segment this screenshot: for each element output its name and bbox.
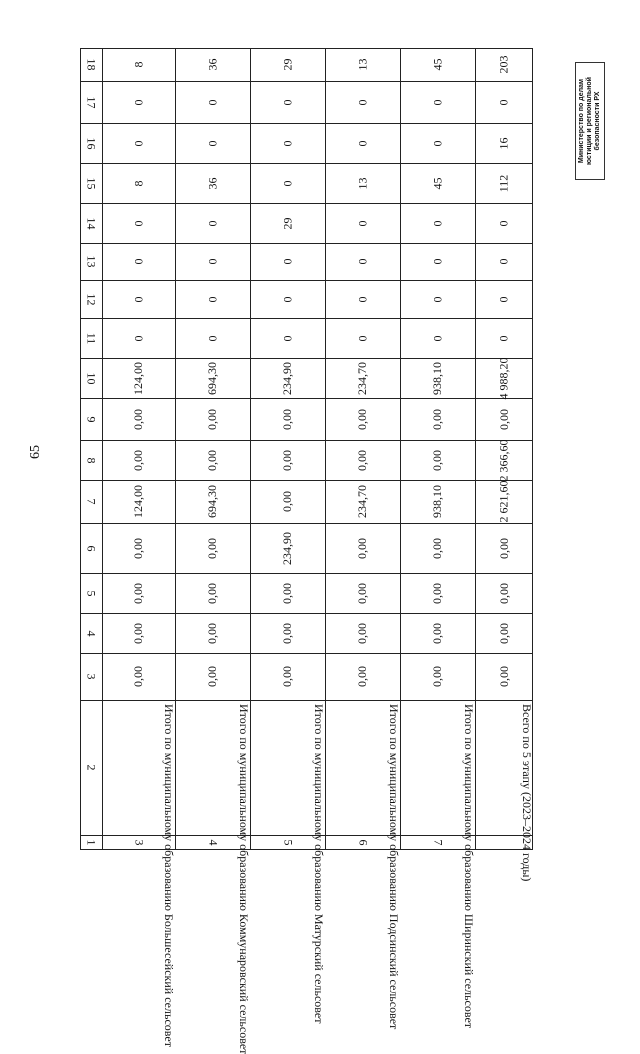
value-cell — [250, 163, 325, 203]
value-cell — [325, 81, 400, 123]
value-cell — [102, 123, 175, 163]
column-number: 14 — [84, 217, 99, 229]
value-cell — [102, 203, 175, 243]
cell-value: 0,00 — [430, 408, 444, 430]
value-cell — [400, 280, 475, 318]
value-cell — [250, 398, 325, 440]
value-cell — [400, 163, 475, 203]
column-number-cell — [80, 440, 102, 480]
column-number-cell — [80, 835, 102, 850]
value-cell — [102, 523, 175, 573]
cell-value: 0 — [131, 258, 145, 265]
value-cell — [475, 318, 533, 358]
cell-value: 0 — [280, 258, 294, 265]
value-cell — [325, 318, 400, 358]
value-cell — [400, 123, 475, 163]
cell-value: 0,00 — [131, 582, 145, 604]
row-description-cell — [102, 700, 176, 1047]
cell-value: 0,00 — [131, 537, 145, 559]
cell-value: 0 — [496, 220, 511, 226]
value-cell — [325, 613, 400, 653]
cell-value: 234,70 — [355, 361, 369, 395]
cell-value: 0 — [131, 335, 145, 341]
cell-value: 694,30 — [205, 361, 219, 395]
cell-value: 0 — [496, 296, 511, 302]
column-number: 3 — [84, 673, 99, 680]
row-description-cell — [175, 700, 251, 1054]
value-cell — [250, 358, 325, 398]
cell-value: 0,00 — [131, 666, 145, 687]
cell-value: 0 — [496, 99, 511, 105]
value-cell — [102, 243, 175, 280]
column-number-cell — [80, 613, 102, 653]
value-cell — [250, 573, 325, 613]
row-description-cell — [325, 700, 401, 1030]
value-cell — [250, 203, 325, 243]
value-cell — [400, 243, 475, 280]
cell-value: 0 — [355, 258, 369, 265]
column-number: 18 — [84, 58, 99, 71]
value-cell — [175, 243, 250, 280]
value-cell — [102, 358, 175, 398]
cell-value: 124,00 — [131, 485, 145, 518]
cell-value: 234,90 — [280, 531, 294, 565]
page-number: 65 — [28, 445, 43, 459]
cell-value: 0,00 — [355, 408, 369, 430]
cell-value: 45 — [430, 177, 444, 189]
row-description: Итого по муниципальному образованию Большесейский сельсовет — [162, 704, 176, 1047]
cell-value: 0 — [205, 335, 219, 341]
cell-value: 0 — [131, 99, 145, 105]
cell-value: 4 988,20 — [496, 357, 511, 399]
column-number: 10 — [84, 372, 99, 384]
value-cell — [400, 523, 475, 573]
column-number-cell — [80, 81, 102, 123]
cell-value: 0 — [131, 140, 145, 146]
cell-value: 0,00 — [205, 622, 219, 644]
cell-value: 0 — [430, 335, 444, 341]
value-cell — [102, 280, 175, 318]
cell-value: 0,00 — [280, 408, 294, 430]
cell-value: 0 — [430, 140, 444, 146]
row-number: 7 — [431, 839, 445, 846]
column-number: 13 — [84, 255, 99, 268]
value-cell — [475, 203, 533, 243]
value-cell — [250, 613, 325, 653]
cell-value: 0,00 — [430, 582, 444, 604]
column-number-cell — [80, 573, 102, 613]
cell-value: 36 — [205, 177, 219, 189]
cell-value: 0,00 — [131, 449, 145, 471]
value-cell — [175, 573, 250, 613]
column-number-cell — [80, 318, 102, 358]
row-description-cell — [475, 700, 534, 882]
cell-value: 0,00 — [430, 666, 444, 687]
cell-value: 0 — [280, 140, 294, 146]
cell-value: 0,00 — [496, 622, 511, 644]
column-number: 17 — [84, 96, 99, 108]
cell-value: 0,00 — [496, 666, 511, 687]
cell-value: 0,00 — [205, 449, 219, 471]
column-number-cell — [80, 480, 102, 523]
cell-value: 0 — [355, 220, 369, 226]
value-cell — [175, 280, 250, 318]
stamp-line: юстиции и региональной — [586, 77, 593, 165]
value-cell — [400, 81, 475, 123]
cell-value: 0,00 — [430, 449, 444, 471]
value-cell — [325, 243, 400, 280]
cell-value: 0 — [131, 296, 145, 302]
column-number: 8 — [84, 457, 99, 463]
value-cell — [325, 523, 400, 573]
value-cell — [250, 480, 325, 523]
column-number: 12 — [84, 293, 99, 305]
cell-value: 8 — [131, 61, 145, 68]
cell-value: 2 366,60 — [496, 439, 511, 481]
cell-value: 8 — [131, 180, 145, 186]
cell-value: 112 — [496, 174, 511, 192]
value-cell — [475, 280, 533, 318]
value-cell — [102, 398, 175, 440]
row-description: Итого по муниципальному образованию Подсинский сельсовет — [387, 704, 401, 1030]
cell-value: 694,30 — [205, 485, 219, 518]
column-number-cell — [80, 398, 102, 440]
value-cell — [475, 573, 533, 613]
value-cell — [400, 613, 475, 653]
value-cell — [175, 523, 250, 573]
column-number-cell — [80, 163, 102, 203]
value-cell — [475, 653, 533, 700]
value-cell — [102, 480, 175, 523]
column-number: 9 — [84, 416, 99, 422]
value-cell — [400, 203, 475, 243]
value-cell — [102, 653, 175, 700]
cell-value: 0,00 — [355, 622, 369, 644]
value-cell — [475, 523, 533, 573]
cell-value: 0,00 — [205, 537, 219, 559]
value-cell — [325, 398, 400, 440]
stamp-line: безопасности РХ — [594, 91, 601, 151]
value-cell — [400, 440, 475, 480]
cell-value: 0,00 — [280, 582, 294, 604]
row-number: 6 — [356, 839, 370, 846]
cell-value: 0,00 — [430, 622, 444, 644]
column-number-cell — [80, 700, 102, 835]
row-description: Всего по 5 этапу (2023–2024 годы) — [520, 704, 534, 882]
cell-value: 0,00 — [496, 582, 511, 604]
value-cell — [475, 398, 533, 440]
cell-value: 16 — [496, 137, 511, 149]
column-number-cell — [80, 243, 102, 280]
row-description: Итого по муниципальному образованию Ширинский сельсовет — [462, 704, 476, 1029]
cell-value: 0,00 — [205, 666, 219, 687]
cell-value: 13 — [355, 58, 369, 71]
value-cell — [475, 123, 533, 163]
cell-value: 0,00 — [355, 666, 369, 687]
value-cell — [325, 358, 400, 398]
cell-value: 0,00 — [280, 622, 294, 644]
cell-value: 0,00 — [496, 408, 511, 430]
value-cell — [250, 123, 325, 163]
column-number: 4 — [84, 630, 99, 636]
cell-value: 29 — [280, 217, 294, 229]
cell-value: 0,00 — [131, 622, 145, 644]
value-cell — [475, 243, 533, 280]
cell-value: 0 — [280, 180, 294, 186]
value-cell — [325, 123, 400, 163]
value-cell — [475, 163, 533, 203]
value-cell — [400, 318, 475, 358]
row-description: Итого по муниципальному образованию Матурский сельсовет — [312, 704, 326, 1024]
value-cell — [175, 358, 250, 398]
value-cell — [250, 318, 325, 358]
cell-value: 0 — [496, 258, 511, 265]
cell-value: 0 — [430, 296, 444, 302]
cell-value: 124,00 — [131, 361, 145, 395]
value-cell — [102, 318, 175, 358]
cell-value: 0,00 — [131, 408, 145, 430]
value-cell — [175, 123, 250, 163]
column-number: 16 — [84, 137, 99, 149]
value-cell — [475, 48, 533, 81]
value-cell — [400, 653, 475, 700]
row-description-cell — [250, 700, 326, 1024]
cell-value: 36 — [205, 58, 219, 71]
value-cell — [102, 163, 175, 203]
data-table — [80, 48, 534, 1054]
column-number: 2 — [84, 764, 99, 771]
value-cell — [102, 440, 175, 480]
value-cell — [400, 480, 475, 523]
cell-value: 0,00 — [355, 582, 369, 604]
cell-value: 0 — [355, 99, 369, 105]
column-number: 5 — [84, 590, 99, 596]
cell-value: 0 — [355, 335, 369, 341]
cell-value: 0,00 — [205, 408, 219, 430]
value-cell — [250, 81, 325, 123]
value-cell — [175, 203, 250, 243]
row-description-cell — [400, 700, 476, 1029]
column-number: 11 — [84, 332, 99, 344]
value-cell — [475, 440, 533, 480]
column-number: 1 — [84, 839, 99, 846]
value-cell — [250, 48, 325, 81]
column-number-cell — [80, 358, 102, 398]
value-cell — [325, 280, 400, 318]
cell-value: 0,00 — [280, 491, 294, 512]
value-cell — [102, 573, 175, 613]
column-number: 15 — [84, 177, 99, 189]
column-number-cell — [80, 203, 102, 243]
cell-value: 0,00 — [205, 582, 219, 604]
column-number-cell — [80, 280, 102, 318]
row-description: Итого по муниципальному образованию Коммунаровский сельсовет — [237, 704, 251, 1054]
cell-value: 0,00 — [355, 449, 369, 471]
value-cell — [175, 613, 250, 653]
cell-value: 0 — [205, 258, 219, 265]
value-cell — [102, 48, 175, 81]
value-cell — [400, 398, 475, 440]
column-number: 6 — [84, 545, 99, 551]
value-cell — [175, 163, 250, 203]
value-cell — [400, 48, 475, 81]
column-number-cell — [80, 523, 102, 573]
cell-value: 938,10 — [430, 485, 444, 518]
value-cell — [325, 573, 400, 613]
value-cell — [475, 358, 533, 398]
value-cell — [250, 440, 325, 480]
cell-value: 0 — [430, 220, 444, 226]
value-cell — [175, 318, 250, 358]
value-cell — [250, 523, 325, 573]
cell-value: 938,10 — [430, 361, 444, 395]
value-cell — [475, 613, 533, 653]
cell-value: 0,00 — [430, 537, 444, 559]
cell-value: 13 — [355, 177, 369, 189]
cell-value: 0 — [355, 140, 369, 146]
value-cell — [102, 81, 175, 123]
value-cell — [325, 203, 400, 243]
cell-value: 234,70 — [355, 485, 369, 518]
row-number: 3 — [132, 839, 146, 846]
cell-value: 0 — [280, 99, 294, 105]
value-cell — [175, 48, 250, 81]
cell-value: 234,90 — [280, 361, 294, 395]
row-number: 5 — [281, 839, 295, 846]
row-number: 4 — [206, 839, 220, 846]
cell-value: 0 — [205, 220, 219, 226]
value-cell — [102, 613, 175, 653]
value-cell — [175, 653, 250, 700]
cell-value: 0 — [205, 140, 219, 146]
value-cell — [400, 358, 475, 398]
value-cell — [175, 440, 250, 480]
column-number-cell — [80, 48, 102, 81]
cell-value: 0 — [355, 296, 369, 302]
value-cell — [325, 163, 400, 203]
value-cell — [325, 480, 400, 523]
cell-value: 0 — [131, 220, 145, 226]
cell-value: 0 — [205, 296, 219, 302]
cell-value: 2 621,60 — [496, 480, 511, 523]
column-number-cell — [80, 653, 102, 700]
value-cell — [325, 653, 400, 700]
value-cell — [325, 48, 400, 81]
value-cell — [250, 280, 325, 318]
cell-value: 0,00 — [280, 449, 294, 471]
cell-value: 0,00 — [355, 537, 369, 559]
column-number-cell — [80, 123, 102, 163]
value-cell — [325, 440, 400, 480]
cell-value: 0 — [205, 99, 219, 105]
value-cell — [475, 81, 533, 123]
value-cell — [475, 480, 533, 523]
cell-value: 0,00 — [496, 537, 511, 559]
cell-value: 0 — [430, 99, 444, 105]
value-cell — [400, 573, 475, 613]
cell-value: 29 — [280, 58, 294, 71]
cell-value: 0 — [430, 258, 444, 265]
cell-value: 0 — [280, 335, 294, 341]
cell-value: 0,00 — [280, 666, 294, 687]
value-cell — [250, 243, 325, 280]
cell-value: 203 — [496, 55, 511, 74]
value-cell — [175, 398, 250, 440]
cell-value: 45 — [430, 58, 444, 71]
cell-value: 0 — [280, 296, 294, 302]
cell-value: 0 — [496, 335, 511, 341]
ministry-stamp — [575, 62, 605, 180]
column-number: 7 — [84, 498, 99, 505]
stamp-line: Министерство по делам — [578, 78, 585, 164]
value-cell — [250, 653, 325, 700]
value-cell — [175, 81, 250, 123]
value-cell — [175, 480, 250, 523]
